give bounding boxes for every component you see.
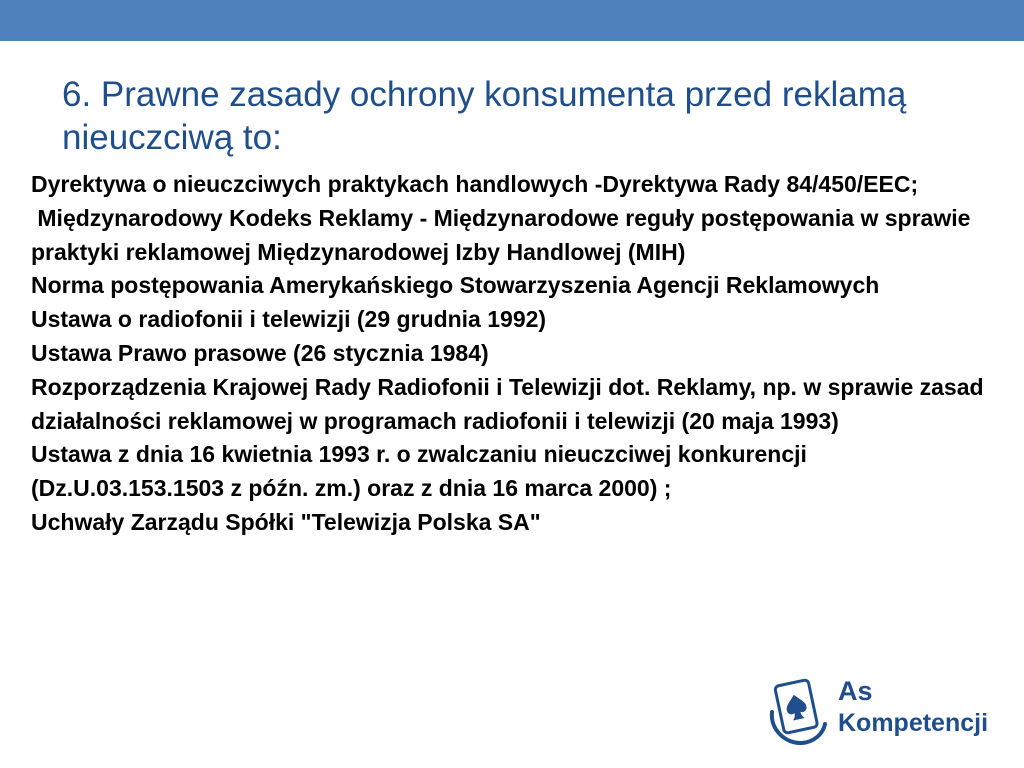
logo-text-line1: As — [838, 676, 873, 706]
slide-title: 6. Prawne zasady ochrony konsumenta przed reklamą nieuczciwą to: — [62, 75, 907, 157]
paragraph-2: Międzynarodowy Kodeks Reklamy - Międzynarodowe reguły postępowania w sprawie praktyki reklamowej Międzynarodowej Izby Handlowej (MIH) — [31, 204, 977, 265]
paragraph-7: Ustawa z dnia 16 kwietnia 1993 r. o zwalczaniu nieuczciwej konkurencji (Dz.U.03.153.1503 z późn. zm.) oraz z dnia 16 marca 2000) ; — [31, 441, 807, 502]
company-logo — [768, 674, 998, 746]
slide-body — [31, 168, 1006, 540]
paragraph-8: Uchwały Zarządu Spółki "Telewizja Polska SA" — [31, 508, 541, 535]
top-bar — [0, 0, 1024, 41]
paragraph-4: Ustawa o radiofonii i telewizji (29 grudnia 1992) — [31, 306, 547, 333]
paragraph-3: Norma postępowania Amerykańskiego Stowarzyszenia Agencji Reklamowych — [31, 272, 880, 299]
logo-text-line2: Kompetencji — [838, 709, 989, 737]
paragraph-5: Ustawa Prawo prasowe (26 stycznia 1984) — [31, 339, 489, 366]
paragraph-1: Dyrektywa o nieuczciwych praktykach handlowych -Dyrektywa Rady 84/450/EEC; — [31, 171, 919, 197]
paragraph-6: Rozporządzenia Krajowej Rady Radiofonii i Telewizji dot. Reklamy, np. w sprawie zasad działalności reklamowej w programach radiofonii i telewizji (20 maja 1993) — [31, 373, 984, 434]
spade-card-logo-icon — [768, 674, 830, 746]
